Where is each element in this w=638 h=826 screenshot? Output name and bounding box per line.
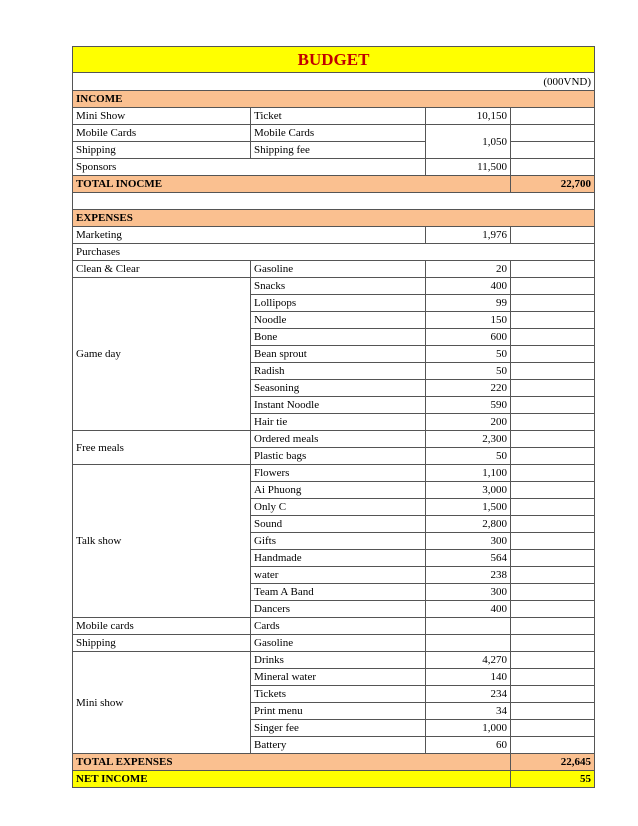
item-cell: Purchases — [73, 244, 595, 261]
table-row — [73, 431, 595, 448]
empty-cell — [511, 465, 595, 482]
amount-cell: 34 — [426, 703, 511, 720]
amount-cell: 1,976 — [426, 227, 511, 244]
net-income-value: 55 — [511, 771, 595, 788]
empty-cell — [511, 499, 595, 516]
item-cell: Mobile Cards — [73, 125, 251, 142]
table-row — [73, 652, 595, 669]
detail-cell: Bean sprout — [251, 346, 426, 363]
empty-cell — [511, 380, 595, 397]
detail-cell: Battery — [251, 737, 426, 754]
table-row — [73, 142, 595, 159]
detail-cell: Cards — [251, 618, 426, 635]
empty-cell — [511, 703, 595, 720]
empty-cell — [511, 567, 595, 584]
detail-cell: Ai Phuong — [251, 482, 426, 499]
amount-cell: 140 — [426, 669, 511, 686]
budget-table — [72, 46, 595, 788]
empty-cell — [511, 278, 595, 295]
group-label: Mini show — [73, 652, 251, 754]
detail-cell: Bone — [251, 329, 426, 346]
empty-cell — [511, 295, 595, 312]
amount-cell: 1,050 — [426, 125, 511, 159]
budget-title: BUDGET — [73, 47, 595, 73]
amount-cell: 2,300 — [426, 431, 511, 448]
empty-cell — [426, 618, 511, 635]
amount-cell: 400 — [426, 601, 511, 618]
item-cell: Mini Show — [73, 108, 251, 125]
empty-cell — [511, 414, 595, 431]
empty-cell — [511, 669, 595, 686]
amount-cell: 564 — [426, 550, 511, 567]
detail-cell: Shipping fee — [251, 142, 426, 159]
amount-cell: 99 — [426, 295, 511, 312]
group-label: Game day — [73, 278, 251, 431]
detail-cell: Snacks — [251, 278, 426, 295]
detail-cell: Print menu — [251, 703, 426, 720]
amount-cell: 300 — [426, 533, 511, 550]
detail-cell: Sound — [251, 516, 426, 533]
empty-cell — [511, 329, 595, 346]
empty-cell — [511, 227, 595, 244]
amount-cell: 50 — [426, 346, 511, 363]
income-header-row — [73, 91, 595, 108]
detail-cell: Ordered meals — [251, 431, 426, 448]
detail-cell: Noodle — [251, 312, 426, 329]
amount-cell: 200 — [426, 414, 511, 431]
amount-cell: 2,800 — [426, 516, 511, 533]
detail-cell: Team A Band — [251, 584, 426, 601]
detail-cell: Handmade — [251, 550, 426, 567]
expenses-header: EXPENSES — [73, 210, 595, 227]
empty-cell — [511, 397, 595, 414]
empty-cell — [511, 108, 595, 125]
total-expenses-value: 22,645 — [511, 754, 595, 771]
detail-cell: Lollipops — [251, 295, 426, 312]
item-cell: Shipping — [73, 635, 251, 652]
empty-cell — [511, 448, 595, 465]
expenses-header-row — [73, 210, 595, 227]
total-income-value: 22,700 — [511, 176, 595, 193]
empty-cell — [511, 584, 595, 601]
table-row — [73, 635, 595, 652]
amount-cell: 400 — [426, 278, 511, 295]
table-row — [73, 465, 595, 482]
group-label: Free meals — [73, 431, 251, 465]
detail-cell: water — [251, 567, 426, 584]
empty-cell — [511, 312, 595, 329]
amount-cell: 3,000 — [426, 482, 511, 499]
amount-cell: 600 — [426, 329, 511, 346]
detail-cell: Dancers — [251, 601, 426, 618]
item-cell: Sponsors — [73, 159, 426, 176]
empty-cell — [511, 363, 595, 380]
amount-cell: 10,150 — [426, 108, 511, 125]
total-expenses-row — [73, 754, 595, 771]
item-cell: Mobile cards — [73, 618, 251, 635]
amount-cell: 300 — [426, 584, 511, 601]
item-cell: Shipping — [73, 142, 251, 159]
empty-cell — [511, 159, 595, 176]
title-row — [73, 47, 595, 73]
empty-cell — [511, 635, 595, 652]
amount-cell: 234 — [426, 686, 511, 703]
empty-cell — [511, 601, 595, 618]
detail-cell: Flowers — [251, 465, 426, 482]
empty-cell — [511, 125, 595, 142]
amount-cell: 590 — [426, 397, 511, 414]
table-row — [73, 278, 595, 295]
detail-cell: Gasoline — [251, 261, 426, 278]
net-income-row — [73, 771, 595, 788]
unit-row — [73, 73, 595, 91]
detail-cell: Plastic bags — [251, 448, 426, 465]
amount-cell: 1,000 — [426, 720, 511, 737]
detail-cell: Mineral water — [251, 669, 426, 686]
detail-cell: Instant Noodle — [251, 397, 426, 414]
item-cell: Marketing — [73, 227, 426, 244]
amount-cell: 150 — [426, 312, 511, 329]
empty-cell — [511, 720, 595, 737]
detail-cell: Singer fee — [251, 720, 426, 737]
empty-cell — [511, 618, 595, 635]
empty-cell — [511, 431, 595, 448]
table-row — [73, 261, 595, 278]
table-row — [73, 227, 595, 244]
amount-cell: 20 — [426, 261, 511, 278]
detail-cell: Radish — [251, 363, 426, 380]
net-income-label: NET INCOME — [73, 771, 511, 788]
spacer-cell — [73, 193, 595, 210]
group-label: Talk show — [73, 465, 251, 618]
empty-cell — [511, 346, 595, 363]
total-income-row — [73, 176, 595, 193]
empty-cell — [511, 533, 595, 550]
spacer-row — [73, 193, 595, 210]
detail-cell: Gasoline — [251, 635, 426, 652]
empty-cell — [511, 482, 595, 499]
amount-cell: 11,500 — [426, 159, 511, 176]
empty-cell — [511, 261, 595, 278]
empty-cell — [511, 516, 595, 533]
empty-cell — [426, 635, 511, 652]
table-row — [73, 618, 595, 635]
item-cell: Clean & Clear — [73, 261, 251, 278]
empty-cell — [511, 142, 595, 159]
empty-cell — [511, 550, 595, 567]
table-row — [73, 159, 595, 176]
amount-cell: 50 — [426, 363, 511, 380]
amount-cell: 4,270 — [426, 652, 511, 669]
empty-cell — [511, 686, 595, 703]
detail-cell: Seasoning — [251, 380, 426, 397]
empty-cell — [511, 737, 595, 754]
total-expenses-label: TOTAL EXPENSES — [73, 754, 511, 771]
detail-cell: Only C — [251, 499, 426, 516]
total-income-label: TOTAL INOCME — [73, 176, 511, 193]
amount-cell: 1,100 — [426, 465, 511, 482]
detail-cell: Gifts — [251, 533, 426, 550]
amount-cell: 60 — [426, 737, 511, 754]
unit-label: (000VND) — [73, 73, 595, 91]
amount-cell: 220 — [426, 380, 511, 397]
table-row — [73, 108, 595, 125]
detail-cell: Tickets — [251, 686, 426, 703]
detail-cell: Drinks — [251, 652, 426, 669]
table-row — [73, 244, 595, 261]
income-header: INCOME — [73, 91, 595, 108]
amount-cell: 238 — [426, 567, 511, 584]
empty-cell — [511, 652, 595, 669]
detail-cell: Mobile Cards — [251, 125, 426, 142]
detail-cell: Ticket — [251, 108, 426, 125]
amount-cell: 50 — [426, 448, 511, 465]
amount-cell: 1,500 — [426, 499, 511, 516]
detail-cell: Hair tie — [251, 414, 426, 431]
table-row — [73, 125, 595, 142]
